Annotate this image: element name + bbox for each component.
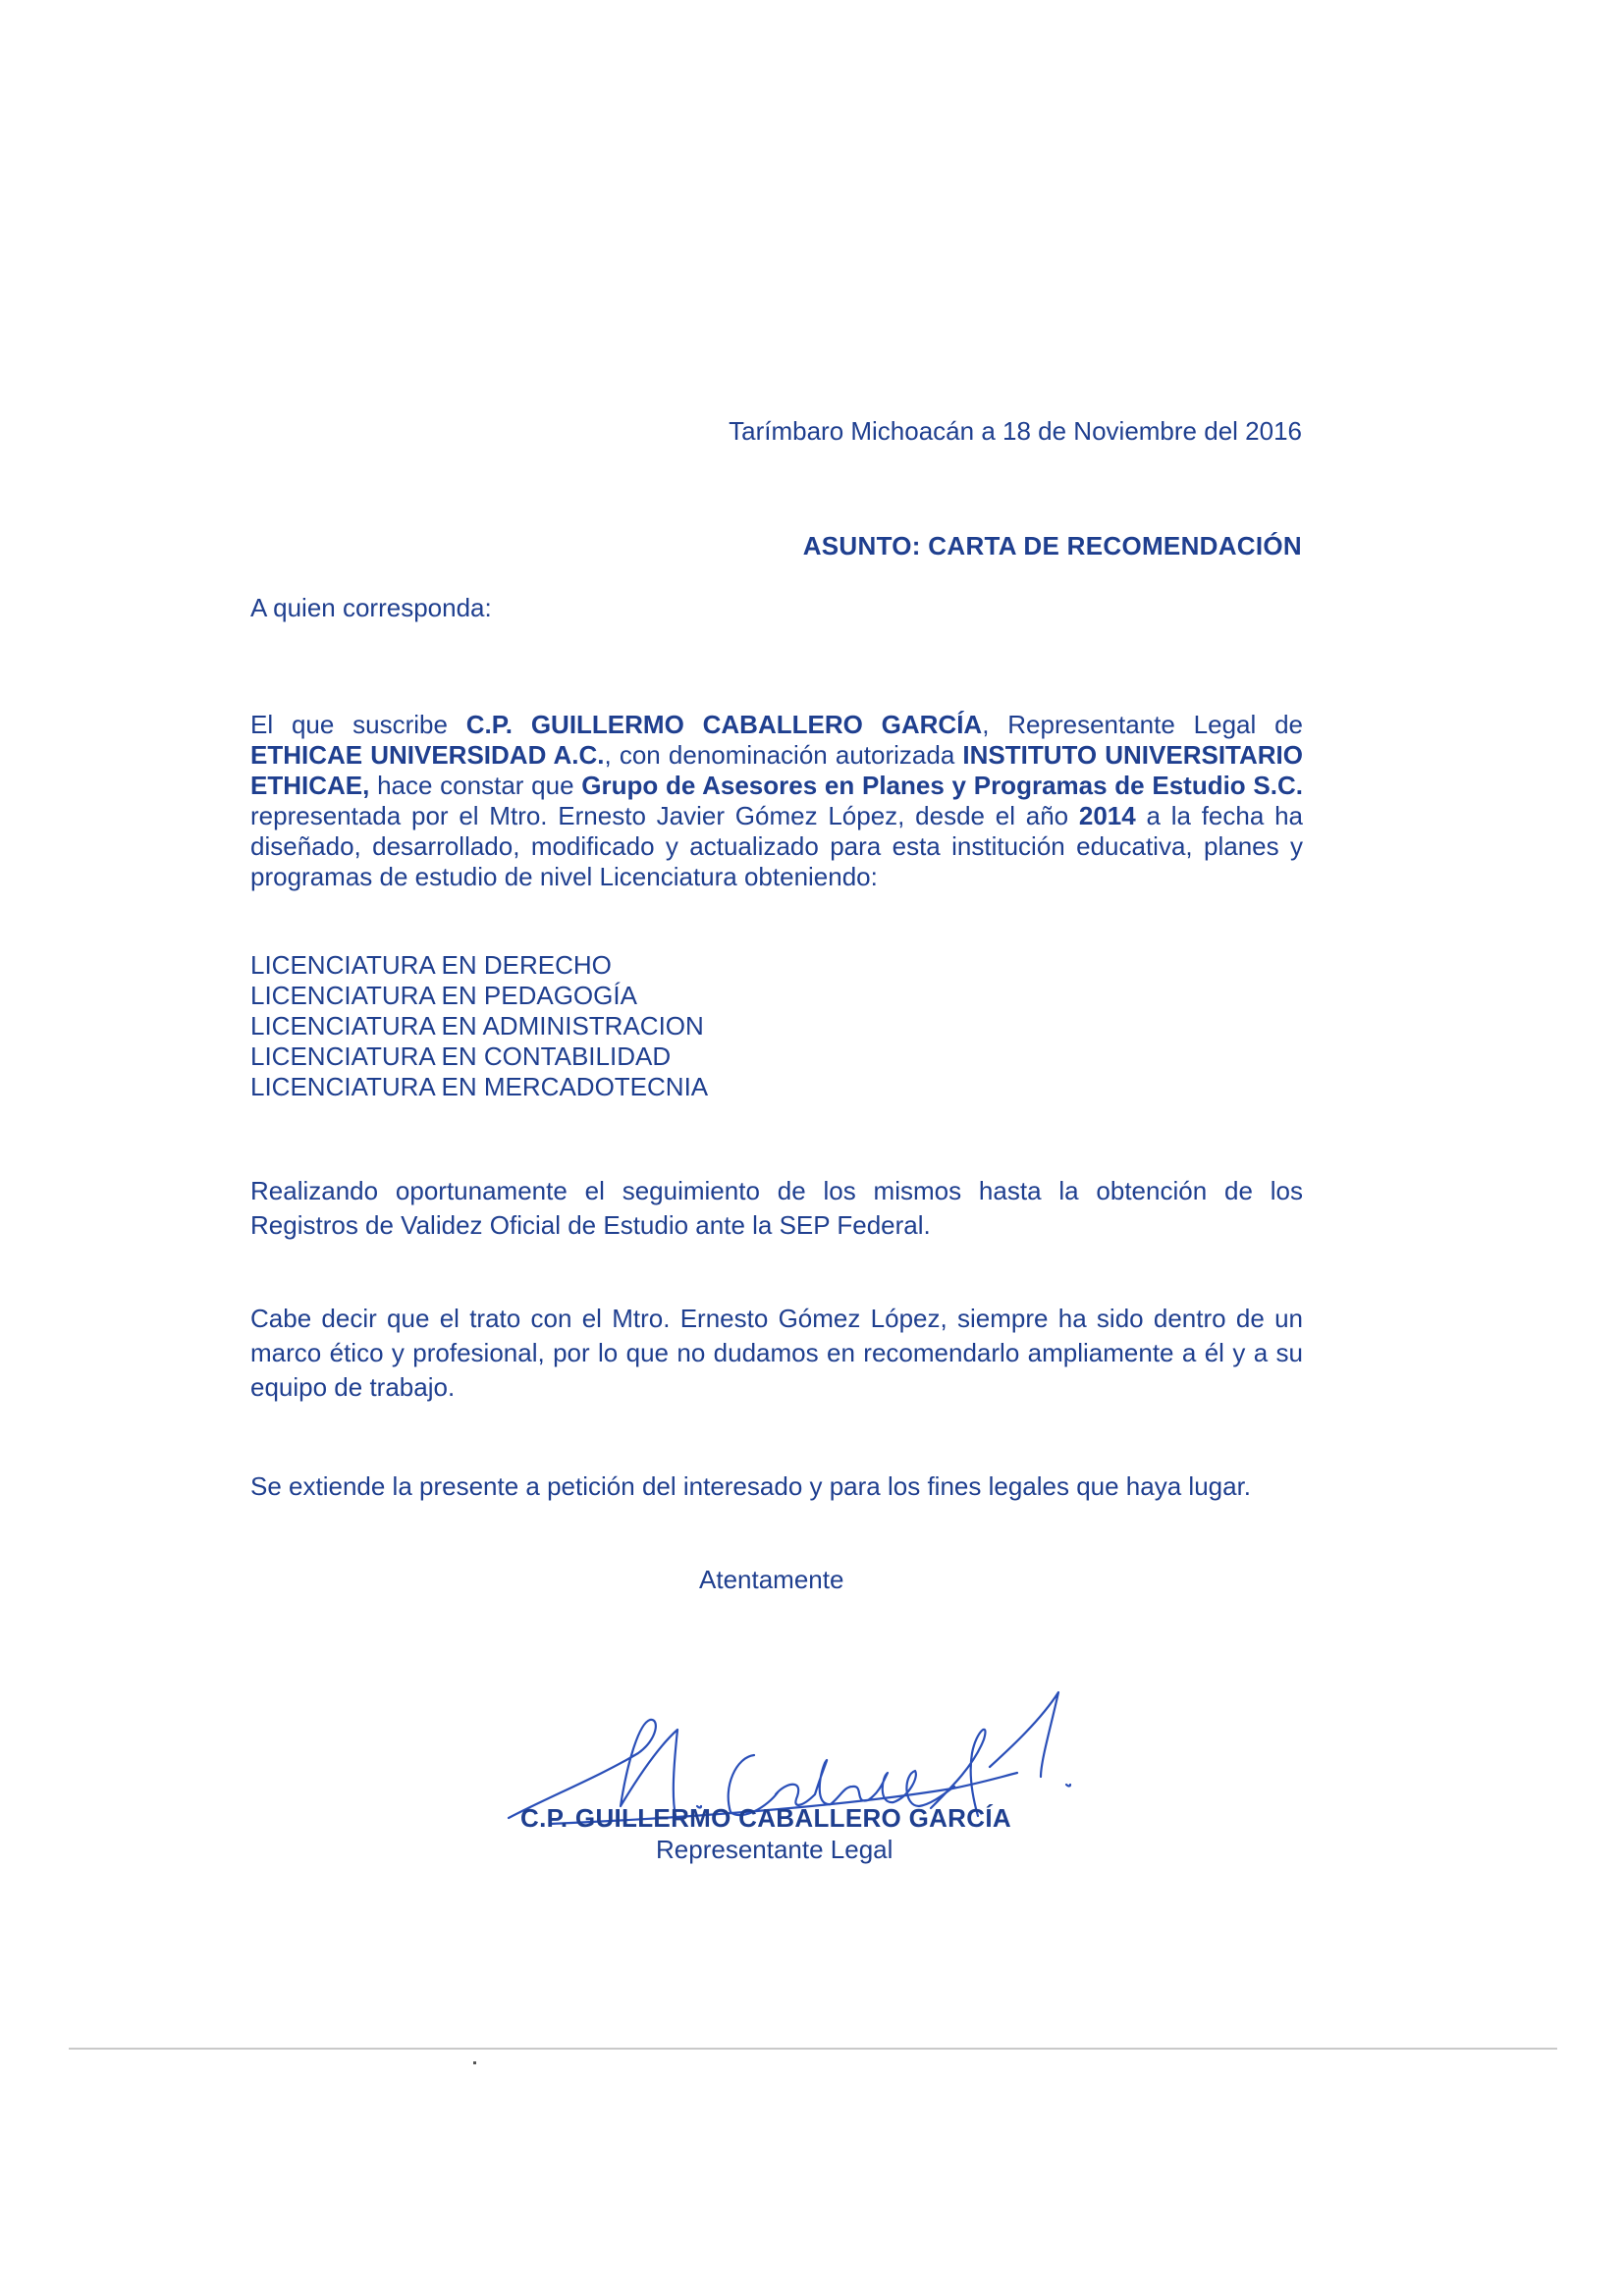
p1-signer-name: C.P. GUILLERMO CABALLERO GARCÍA — [465, 710, 983, 739]
signature-stroke — [1066, 1785, 1070, 1787]
paragraph-followup: Realizando oportunamente el seguimiento de los mismos hasta la obtención de los Registros de Validez Oficial de Estudio ante la SEP Federal. — [250, 1176, 1303, 1240]
p1-year: 2014 — [1078, 801, 1136, 830]
program-item: LICENCIATURA EN PEDAGOGÍA — [250, 981, 637, 1010]
signer-role: Representante Legal — [656, 1835, 893, 1864]
paragraph-purpose: Se extiende la presente a petición del interesado y para los fines legales que haya lugar. — [250, 1471, 1252, 1501]
signature-stroke — [776, 1760, 954, 1806]
footer-divider — [69, 2048, 1557, 2050]
programs-list — [250, 950, 708, 1102]
p1-text-3: , con denominación autorizada — [604, 740, 963, 770]
program-item: LICENCIATURA EN ADMINISTRACION — [250, 1011, 704, 1041]
p1-text-6: a la fecha ha diseñado, desarrollado, modificado y actualizado para esta institución educativa, planes y programas de estudio de nivel Licenciatura obteniendo: — [250, 801, 1303, 891]
program-item: LICENCIATURA EN DERECHO — [250, 950, 612, 980]
closing: Atentamente — [699, 1565, 844, 1594]
paragraph-recommendation: Cabe decir que el trato con el Mtro. Ernesto Gómez López, siempre ha sido dentro de un marco ético y profesional, por lo que no dudamos en recomendarlo ampliamente a él y a su equipo de trabajo. — [250, 1304, 1303, 1402]
paragraph-certification — [250, 710, 1303, 892]
program-item: LICENCIATURA EN CONTABILIDAD — [250, 1041, 672, 1071]
subject-text: ASUNTO: CARTA DE RECOMENDACIÓN — [802, 531, 1302, 561]
signature-stroke — [990, 1692, 1058, 1777]
p1-text-4: hace constar que — [369, 771, 582, 800]
p1-institute-name: INSTITUTO UNIVERSITARIO ETHICAE, — [250, 740, 1303, 800]
signer-name: C.P. GUILLERMO CABALLERO GARCÍA — [520, 1803, 1011, 1833]
program-item: LICENCIATURA EN MERCADOTECNIA — [250, 1072, 709, 1101]
p1-text-5: representada por el Mtro. Ernesto Javier Gómez López, desde el año — [250, 801, 1079, 830]
date-line: Tarímbaro Michoacán a 18 de Noviembre del 2016 — [729, 416, 1302, 446]
salutation: A quien corresponda: — [250, 593, 492, 622]
p1-text-1: El que suscribe — [250, 710, 466, 739]
p1-text-2: , Representante Legal de — [982, 710, 1304, 739]
subject-line — [687, 531, 1302, 561]
p1-university-name: ETHICAE UNIVERSIDAD A.C. — [250, 740, 605, 770]
p1-company-name: Grupo de Asesores en Planes y Programas de Estudio S.C. — [581, 771, 1303, 800]
scan-artifact-dot — [473, 2061, 476, 2064]
